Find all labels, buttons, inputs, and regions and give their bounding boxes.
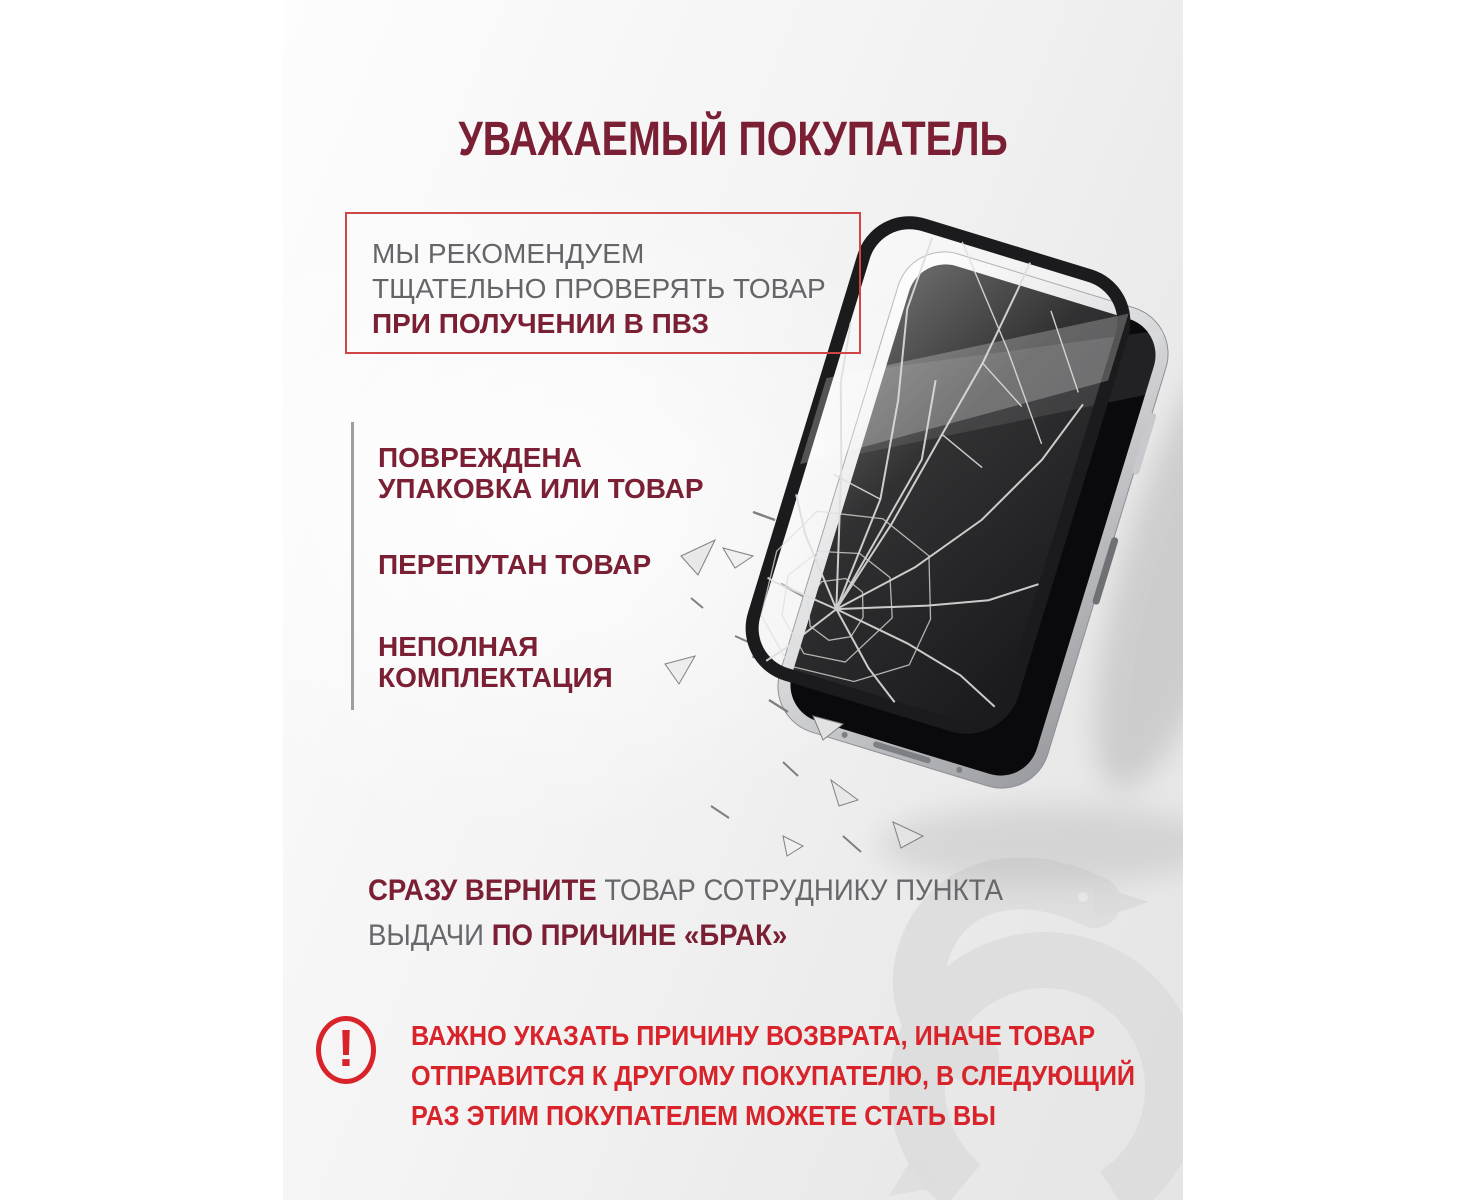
exclamation-glyph: !: [337, 1020, 355, 1078]
issue-line: УПАКОВКА ИЛИ ТОВАР: [378, 473, 704, 504]
issue-line: ПОВРЕЖДЕНА: [378, 442, 582, 473]
return-rest: ТОВАР СОТРУДНИКУ ПУНКТА: [604, 874, 1004, 907]
recommendation-line-1: МЫ РЕКОМЕНДУЕМ: [372, 238, 645, 269]
recommendation-line-3: ПРИ ПОЛУЧЕНИИ В ПВЗ: [372, 308, 710, 339]
page-title: [283, 112, 1183, 167]
return-line2-start: ВЫДАЧИ: [368, 919, 485, 952]
issue-damaged-item: [378, 442, 798, 504]
return-instruction-line-2: [368, 913, 1067, 958]
return-bold-reason: ПО ПРИЧИНЕ «БРАК»: [491, 919, 788, 952]
info-poster: [283, 0, 1183, 1200]
return-instruction-line-1: [368, 868, 1067, 913]
return-bold-lead: СРАЗУ ВЕРНИТЕ: [368, 874, 597, 907]
warning-line-1: ВАЖНО УКАЗАТЬ ПРИЧИНУ ВОЗВРАТА, ИНАЧЕ ТОВАР: [411, 1020, 1096, 1051]
issues-divider-line: [351, 422, 354, 710]
return-instruction: [368, 868, 1128, 958]
warning-text: [411, 1016, 1183, 1136]
warning-line-3: РАЗ ЭТИМ ПОКУПАТЕЛЕМ МОЖЕТЕ СТАТЬ ВЫ: [411, 1100, 996, 1131]
issue-line: НЕПОЛНАЯ: [378, 631, 539, 662]
issue-line: КОМПЛЕКТАЦИЯ: [378, 662, 613, 693]
page-title-text: УВАЖАЕМЫЙ ПОКУПАТЕЛЬ: [458, 113, 1008, 166]
warning-line-2: ОТПРАВИТСЯ К ДРУГОМУ ПОКУПАТЕЛЮ, В СЛЕДУЮЩИЙ: [411, 1060, 1136, 1091]
exclamation-icon: [316, 1016, 376, 1084]
recommendation-line-2: ТЩАТЕЛЬНО ПРОВЕРЯТЬ ТОВАР: [372, 273, 826, 304]
issue-incomplete-item: [378, 631, 798, 693]
issue-wrong-item: [378, 549, 798, 580]
issue-line: ПЕРЕПУТАН ТОВАР: [378, 549, 652, 580]
recommendation-box: [345, 212, 861, 354]
